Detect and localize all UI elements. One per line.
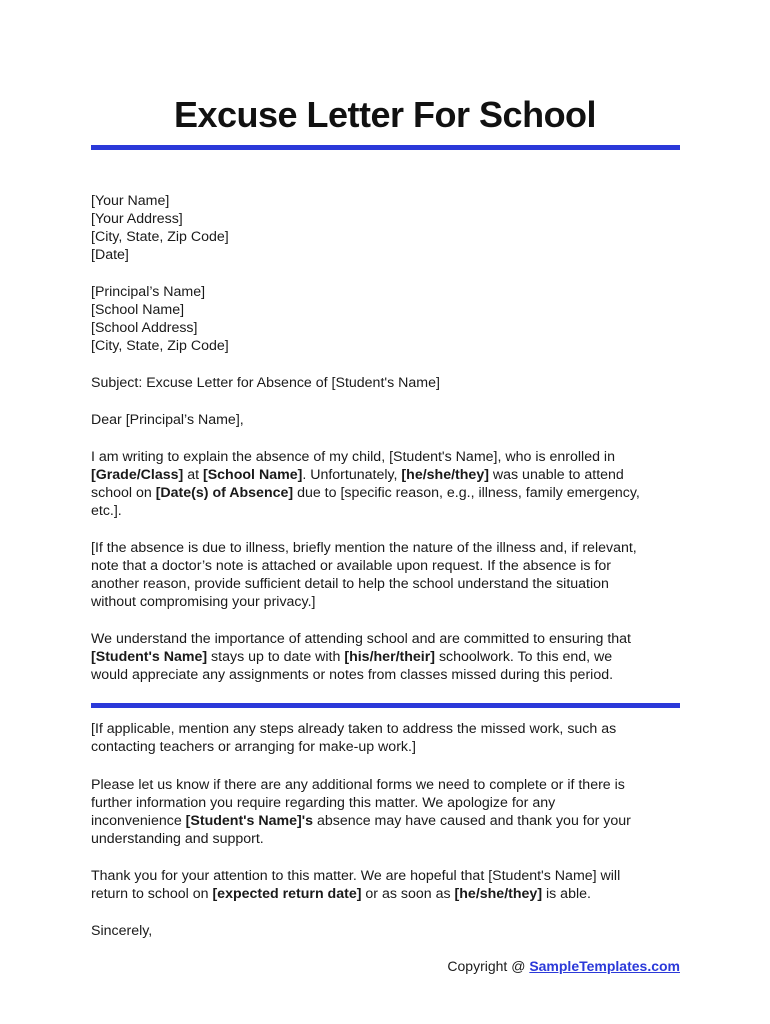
closing [91, 922, 691, 940]
p3-text: stays up to date with [207, 649, 345, 665]
student-placeholder: [Student's Name]'s [185, 813, 314, 829]
recipient-address-line: [School Address] [91, 320, 198, 336]
p1-text: . Unfortunately, [302, 467, 402, 483]
grade-placeholder: [Grade/Class] [91, 467, 184, 483]
return-date-placeholder: [expected return date] [212, 886, 362, 902]
p1-text: school on [91, 485, 156, 501]
p1-text: at [183, 467, 203, 483]
recipient-city: [City, State, Zip Code] [91, 338, 229, 354]
title-divider [91, 145, 680, 150]
paragraph-6 [91, 867, 691, 903]
paragraph-4 [91, 720, 691, 756]
subject-text: Subject: Excuse Letter for Absence of [Student's Name] [91, 375, 440, 391]
sender-date: [Date] [91, 247, 129, 263]
p6-text: or as soon as [361, 886, 455, 902]
p5-line-1: Please let us know if there are any additional forms we need to complete or if there is [91, 777, 625, 793]
paragraph-1 [91, 448, 691, 520]
paragraph-3 [91, 630, 691, 684]
salutation [91, 411, 691, 429]
sender-city: [City, State, Zip Code] [91, 229, 229, 245]
sender-address [91, 192, 691, 264]
dates-placeholder: [Date(s) of Absence] [155, 485, 294, 501]
subject-line [91, 374, 691, 392]
section-divider [91, 703, 680, 708]
closing-text: Sincerely, [91, 923, 153, 939]
p5-line-4: understanding and support. [91, 831, 264, 847]
p1-line-2 [91, 466, 691, 484]
p1-line-1: I am writing to explain the absence of my child, [Student's Name], who is enrolled in [91, 449, 615, 465]
recipient-address [91, 283, 691, 355]
school-placeholder: [School Name] [202, 467, 303, 483]
pronoun-placeholder: [he/she/they] [401, 467, 489, 483]
p6-line-1: Thank you for your attention to this matter. We are hopeful that [Student's Name] will [91, 868, 621, 884]
paragraph-2 [91, 539, 691, 611]
copyright-footer [447, 958, 680, 974]
p3-text: schoolwork. To this end, we [435, 649, 613, 665]
sender-name: [Your Name] [91, 193, 170, 209]
p6-text: return to school on [91, 886, 213, 902]
recipient-name: [Principal’s Name] [91, 284, 206, 300]
p2-line-1: [If the absence is due to illness, briefly mention the nature of the illness and, if relevant, [91, 540, 637, 556]
paragraph-5 [91, 776, 691, 848]
p5-text: inconvenience [91, 813, 186, 829]
p6-line-2 [91, 885, 691, 903]
p5-line-3 [91, 812, 691, 830]
p1-text: was unable to attend [488, 467, 624, 483]
pronoun-placeholder: [he/she/they] [454, 886, 543, 902]
student-placeholder: [Student's Name] [91, 649, 208, 665]
sender-address-line: [Your Address] [91, 211, 183, 227]
p3-line-1: We understand the importance of attending school and are committed to ensuring that [91, 631, 631, 647]
p2-line-3: another reason, provide sufficient detail to help the school understand the situation [91, 576, 609, 592]
pronoun-placeholder: [his/her/their] [344, 649, 435, 665]
p3-line-2 [91, 648, 691, 666]
p4-line-2: contacting teachers or arranging for make-up work.] [91, 739, 416, 755]
salutation-text: Dear [Principal’s Name], [91, 412, 244, 428]
p6-text: is able. [542, 886, 591, 902]
p5-line-2: further information you require regarding this matter. We apologize for any [91, 795, 556, 811]
p1-line-4: etc.]. [91, 503, 122, 519]
recipient-school: [School Name] [91, 302, 185, 318]
p1-line-3 [91, 484, 691, 502]
page-title: Excuse Letter For School [173, 94, 597, 135]
p2-line-4: without compromising your privacy.] [91, 594, 316, 610]
copyright-text: Copyright @ [447, 958, 530, 974]
p5-text: absence may have caused and thank you for your [313, 813, 631, 829]
p2-line-2: note that a doctor’s note is attached or available upon request. If the absence is for [91, 558, 612, 574]
p1-text: due to [specific reason, e.g., illness, family emergency, [293, 485, 640, 501]
p4-line-1: [If applicable, mention any steps already taken to address the missed work, such as [91, 721, 617, 737]
p3-line-3: would appreciate any assignments or notes from classes missed during this period. [91, 667, 614, 683]
sampletemplates-link[interactable]: SampleTemplates.com [529, 958, 680, 974]
